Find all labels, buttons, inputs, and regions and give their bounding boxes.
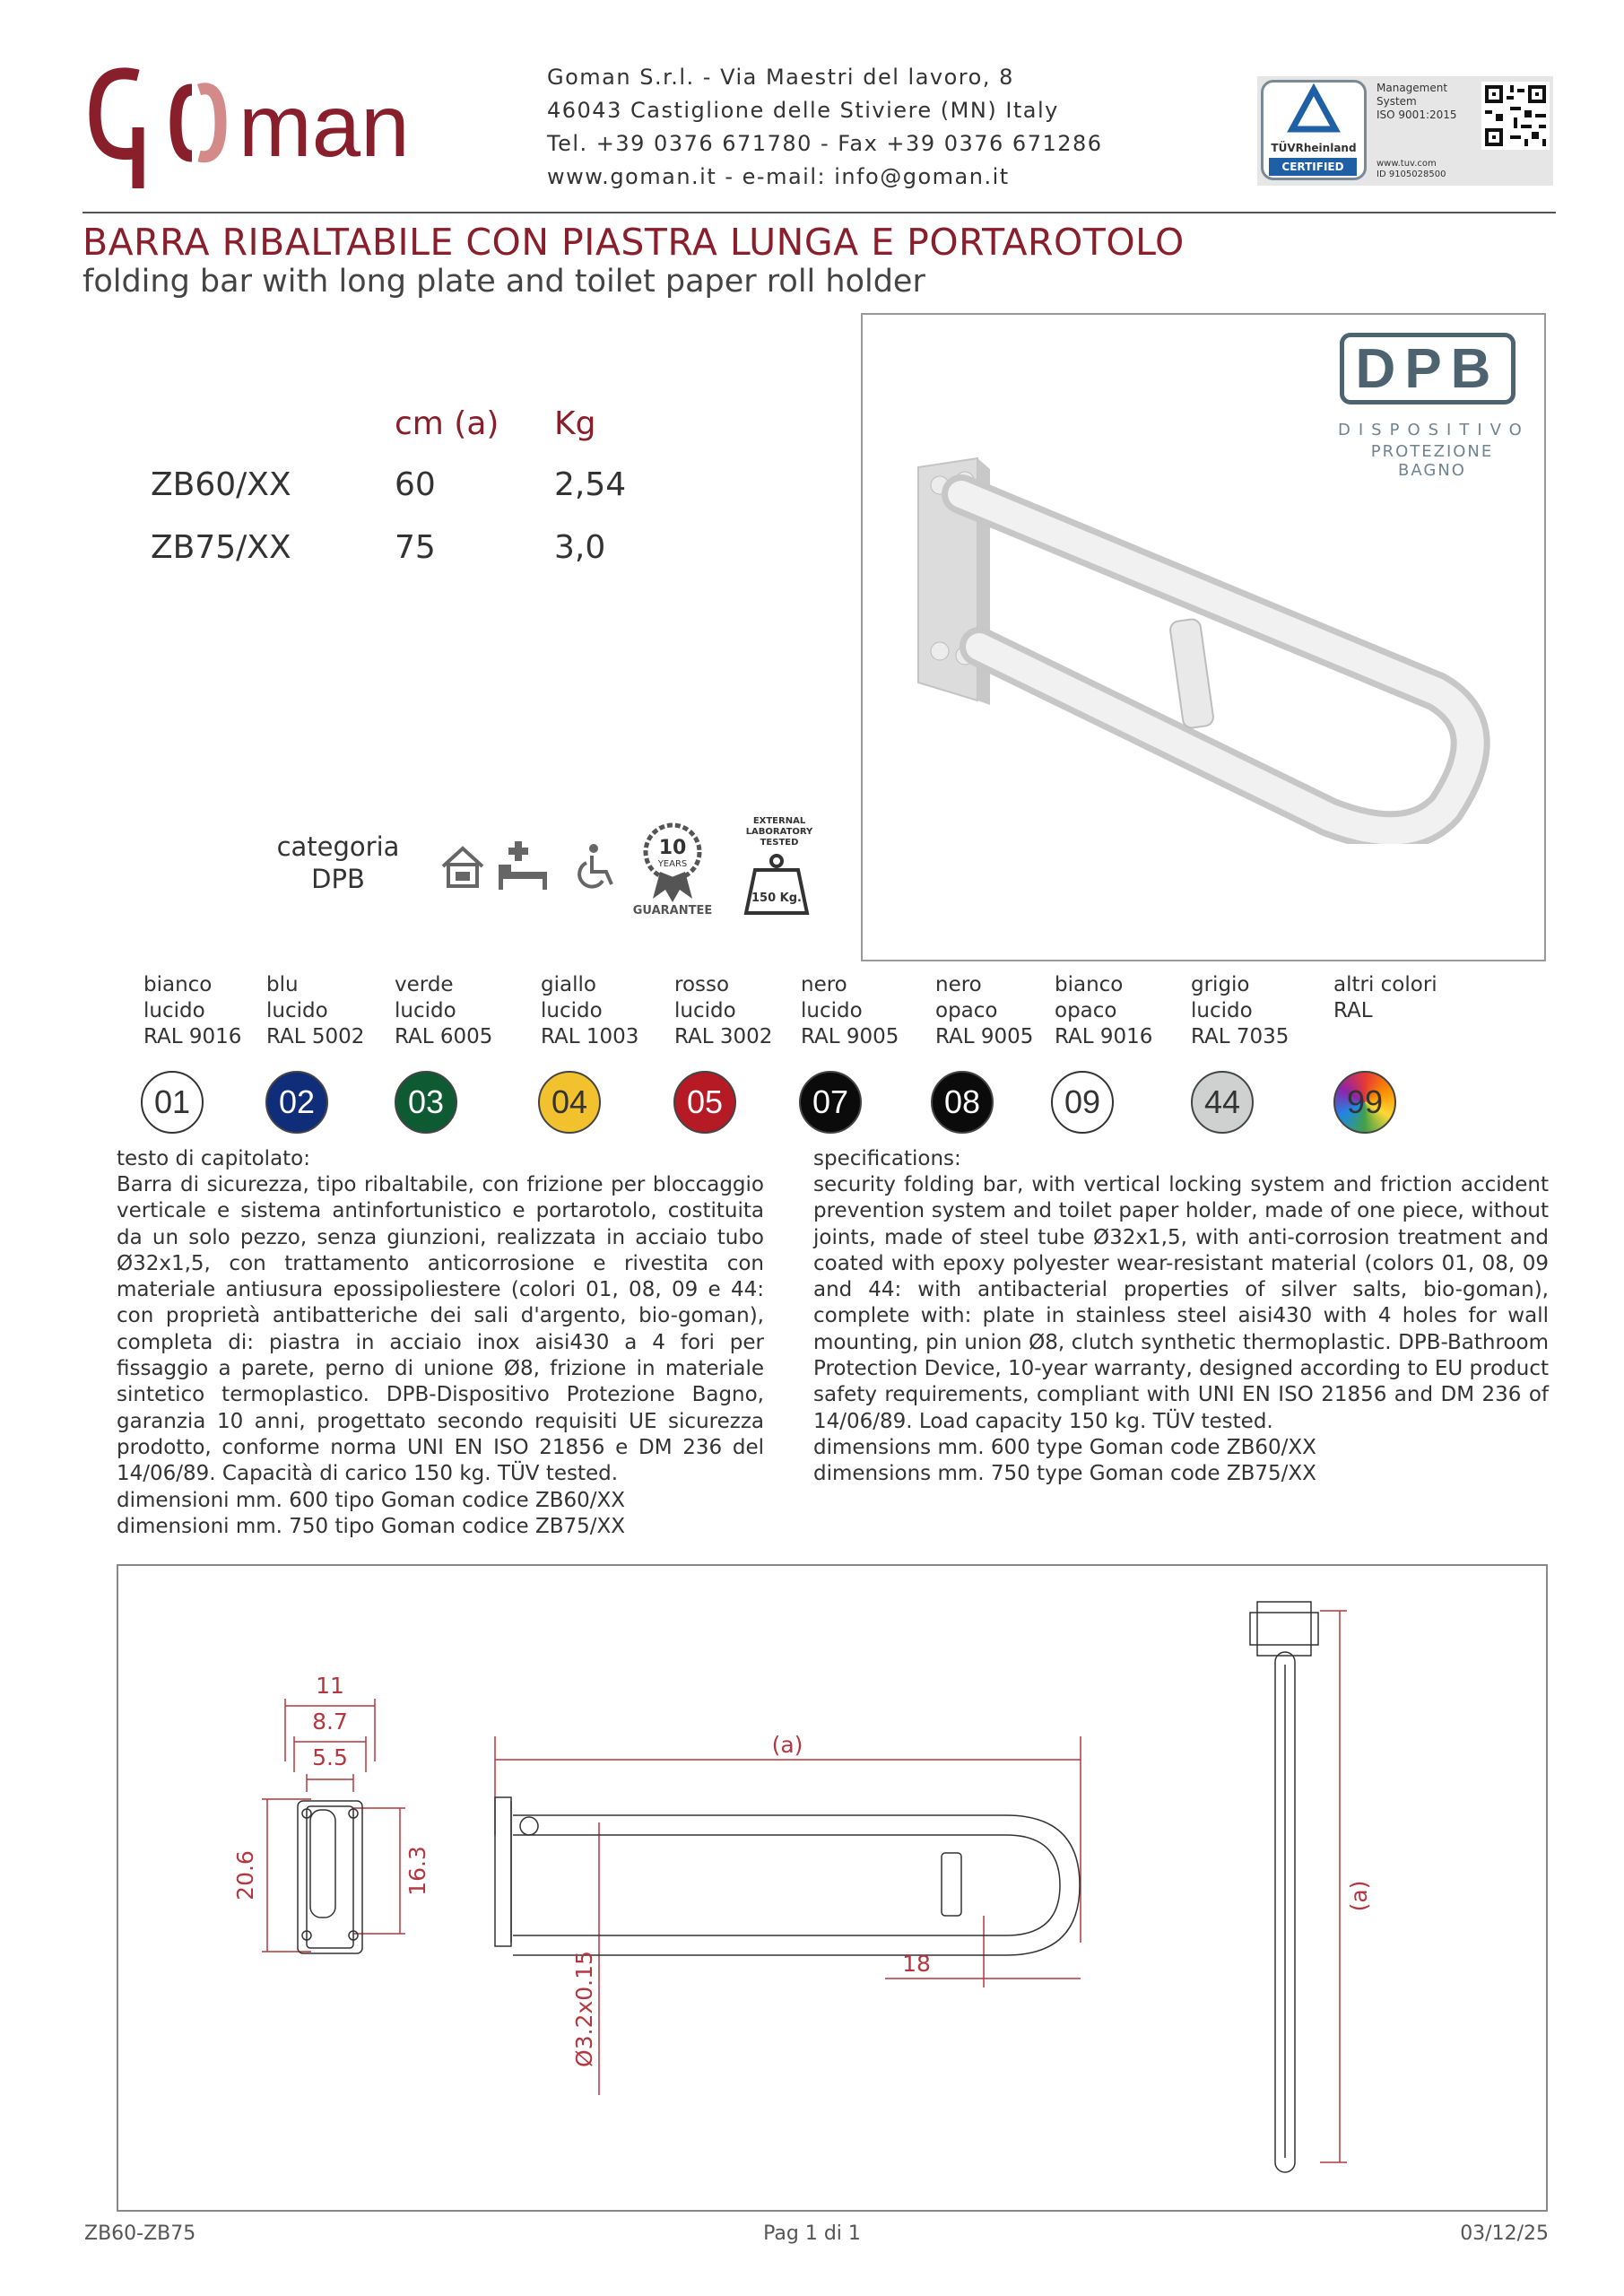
dim-a: (a) xyxy=(771,1732,803,1758)
spec-body-en: security folding bar, with vertical locking system and friction accident prevention system and toilet paper holder, made of one piece, without joints, made of steel tube Ø32x1,5, with anti-corrosion treatment and coated with epoxy polyester wear-resistant material (colors 01, 08, 09 and 44: with antibacterial properties of silver salts, bio-goman), complete with: plate in stainless steel aisi430 with 4 holes for wall mounting, pin union Ø8, clutch synthetic thermoplastic. DPB-Bathroom Protection Device, 10-year warranty, designed according to EU product safety requirements, compliant with UNI EN ISO 21856 and DM 236 of 14/06/89. Load capacity 150 kg. TÜV tested. xyxy=(813,1173,1549,1433)
home-care-icon xyxy=(438,841,488,891)
dpb-mark-text: DPB xyxy=(1355,337,1500,400)
color-label: altri colori RAL xyxy=(1333,973,1437,1022)
color-swatch xyxy=(395,1071,457,1134)
color-label: bianco opaco RAL 9016 xyxy=(1055,973,1153,1048)
color-code: 02 xyxy=(278,1083,316,1120)
color-code: 99 xyxy=(1346,1083,1384,1120)
dim-20-6: 20.6 xyxy=(232,1850,258,1900)
company-logo xyxy=(86,47,409,199)
dpb-line1: DISPOSITIVO xyxy=(1338,421,1530,439)
spec-english xyxy=(813,1146,1549,1487)
color-swatch xyxy=(1333,1071,1396,1134)
table-row-cm: 60 xyxy=(395,466,436,503)
category-label-line2: DPB xyxy=(311,864,365,894)
wheelchair-icon xyxy=(570,841,621,891)
cert-line: Management xyxy=(1376,82,1448,94)
color-label: blu lucido RAL 5002 xyxy=(266,973,365,1048)
company-line: Goman S.r.l. - Via Maestri del lavoro, 8 xyxy=(547,65,1014,90)
color-code: 05 xyxy=(686,1083,724,1120)
cert-line: System xyxy=(1376,95,1417,108)
folding-bar-photo xyxy=(908,431,1499,844)
color-code: 09 xyxy=(1064,1083,1101,1120)
color-swatch xyxy=(141,1071,204,1134)
tuv-certified: CERTIFIED xyxy=(1269,158,1357,176)
company-line: Tel. +39 0376 671780 - Fax +39 0376 671286 xyxy=(547,131,1103,156)
color-label: nero lucido RAL 9005 xyxy=(801,973,899,1048)
dim-a-side: (a) xyxy=(1346,1880,1372,1912)
company-address-block xyxy=(547,61,1103,194)
dpb-line2: PROTEZIONE BAGNO xyxy=(1370,442,1494,480)
load-value: 150 Kg. xyxy=(751,891,802,905)
color-swatch xyxy=(265,1071,328,1134)
spec-heading-it: testo di capitolato: xyxy=(117,1147,310,1170)
category-icons xyxy=(438,816,814,924)
color-code: 01 xyxy=(153,1083,191,1120)
tuv-seal xyxy=(1261,80,1367,180)
color-swatch xyxy=(538,1071,601,1134)
color-code: 04 xyxy=(551,1083,588,1120)
cert-id: ID 9105028500 xyxy=(1376,170,1446,179)
dim-11: 11 xyxy=(316,1673,344,1699)
color-options xyxy=(0,972,1624,1143)
hospital-bed-icon xyxy=(495,838,551,893)
svg-text:man: man xyxy=(239,76,409,175)
table-row-code: ZB60/XX xyxy=(151,466,291,503)
dim-8-7: 8.7 xyxy=(312,1709,348,1735)
footer-date: 03/12/25 xyxy=(1460,2222,1549,2245)
color-label: giallo lucido RAL 1003 xyxy=(541,973,639,1048)
cert-footer-text xyxy=(1376,159,1446,180)
table-header-cm: cm (a) xyxy=(395,405,499,442)
cert-site: www.tuv.com xyxy=(1376,159,1437,169)
spec-dim-en: dimensions mm. 600 type Goman code ZB60/XX xyxy=(813,1435,1316,1459)
weight-test-icon xyxy=(743,852,811,917)
table-row-kg: 2,54 xyxy=(554,466,627,503)
guarantee-label: GUARANTEE xyxy=(632,904,713,918)
guarantee-badge-icon xyxy=(637,816,708,915)
table-row-code: ZB75/XX xyxy=(151,529,291,566)
product-title-en: folding bar with long plate and toilet paper roll holder xyxy=(83,264,925,300)
cert-line: ISO 9001:2015 xyxy=(1376,109,1457,121)
spec-italian xyxy=(117,1146,764,1540)
guarantee-years: 10 xyxy=(658,837,687,859)
lab-tested-label: EXTERNAL LABORATORY TESTED xyxy=(745,816,813,848)
spec-heading-en: specifications: xyxy=(813,1147,961,1170)
dim-18: 18 xyxy=(902,1951,931,1977)
dim-5-5: 5.5 xyxy=(312,1744,348,1770)
footer-code: ZB60-ZB75 xyxy=(84,2222,196,2245)
company-line: 46043 Castiglione delle Stiviere (MN) Italy xyxy=(547,98,1059,123)
color-swatch xyxy=(673,1071,736,1134)
category-label xyxy=(253,831,423,895)
color-code: 03 xyxy=(407,1083,445,1120)
table-row-kg: 3,0 xyxy=(554,529,606,566)
qr-code-icon xyxy=(1481,82,1550,150)
color-code: 44 xyxy=(1203,1083,1241,1120)
color-label: grigio lucido RAL 7035 xyxy=(1191,973,1290,1048)
color-label: rosso lucido RAL 3002 xyxy=(674,973,773,1048)
product-title-it: BARRA RIBALTABILE CON PIASTRA LUNGA E PORTAROTOLO xyxy=(83,221,1185,264)
color-swatch xyxy=(931,1071,994,1134)
color-code: 07 xyxy=(812,1083,849,1120)
color-label: bianco lucido RAL 9016 xyxy=(143,973,242,1048)
dpb-mark xyxy=(1340,333,1515,404)
tuv-brand: TÜVRheinland xyxy=(1271,142,1357,154)
goman-logo-mark xyxy=(86,47,409,199)
tuv-certification-badge xyxy=(1257,76,1553,186)
dim-16-3: 16.3 xyxy=(404,1846,430,1896)
management-system-text xyxy=(1376,82,1457,122)
table-row-cm: 75 xyxy=(395,529,436,566)
spec-dim-it: dimensioni mm. 750 tipo Goman codice ZB75/XX xyxy=(117,1514,626,1538)
company-line: www.goman.it - e-mail: info@goman.it xyxy=(547,164,1010,189)
color-label: nero opaco RAL 9005 xyxy=(935,973,1034,1048)
footer-page: Pag 1 di 1 xyxy=(763,2222,861,2245)
color-swatch xyxy=(1051,1071,1114,1134)
category-label-line1: categoria xyxy=(276,831,400,862)
product-table xyxy=(151,405,689,585)
spec-body-it: Barra di sicurezza, tipo ribaltabile, con frizione per bloccaggio verticale e sistema antinfortunistico e portarotolo, costituita da un solo pezzo, senza giunzioni, realizzata in acciaio tubo Ø32x1,5, con trattamento anticorrosione e rivestita con materiale antiusura epossipoliestere (colori 01, 08, 09 e 44: con proprietà antibatteriche dei sali d'argento, bio-goman), completa di: piastra in acciaio inox aisi430 a 4 fori per fissaggio a parete, perno di unione Ø8, frizione in materiale sintetico termoplastico. DPB-Dispositivo Protezione Bagno, garanzia 10 anni, progettato secondo requisiti UE sicurezza prodotto, conforme norma UNI EN ISO 21856 e DM 236 del 14/06/89. Capacità di carico 150 kg. TÜV tested. xyxy=(117,1173,764,1486)
tuv-triangle-icon xyxy=(1264,83,1364,145)
color-swatch xyxy=(799,1071,862,1134)
color-code: 08 xyxy=(943,1083,981,1120)
technical-drawing xyxy=(118,1566,1546,2210)
table-header-kg: Kg xyxy=(554,405,596,442)
guarantee-unit: YEARS xyxy=(657,859,688,869)
technical-drawing-frame xyxy=(117,1564,1548,2212)
dim-tube: Ø3.2x0.15 xyxy=(571,1951,597,2067)
color-label: verde lucido RAL 6005 xyxy=(395,973,493,1048)
header-divider xyxy=(83,212,1556,213)
spec-dim-it: dimensioni mm. 600 tipo Goman codice ZB60/XX xyxy=(117,1488,626,1512)
color-swatch xyxy=(1191,1071,1254,1134)
spec-dim-en: dimensions mm. 750 type Goman code ZB75/XX xyxy=(813,1461,1316,1485)
product-image-frame xyxy=(861,313,1546,961)
